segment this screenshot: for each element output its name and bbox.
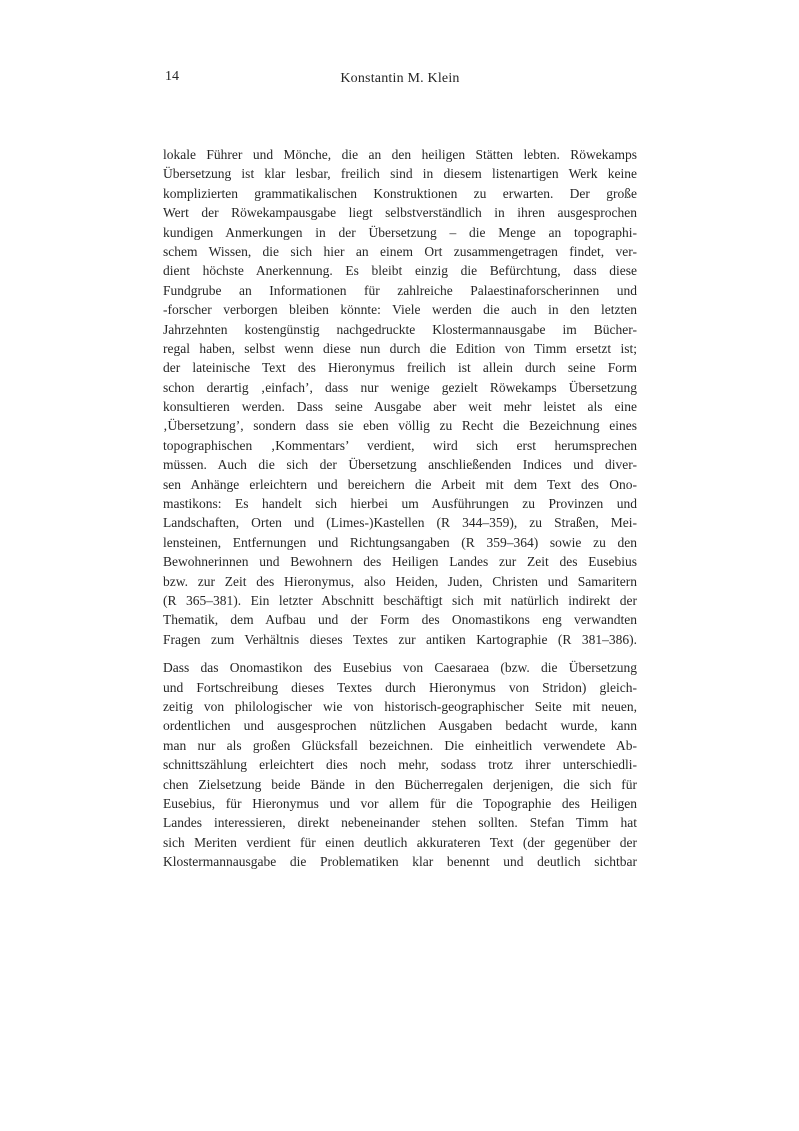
text-line: -forscher verborgen bleiben könnte: Viele werden die auch in den letzten: [163, 302, 637, 318]
text-line: lokale Führer und Mönche, die an den heiligen Stätten lebten. Röwekamps: [163, 147, 637, 162]
text-line: Jahrzehnten kostengünstig nachgedruckte Klostermannausgabe im Bücher-: [163, 321, 637, 337]
text-line: mastikons: Es handelt sich hierbei um Ausführungen zu Provinzen und: [163, 496, 637, 512]
text-line: zeitig von philologischer wie von historisch-geographischer Seite mit neuen,: [163, 698, 637, 714]
text-line: (R 365–381). Ein letzter Abschnitt beschäftigt sich mit natürlich indirekt der: [163, 592, 637, 608]
paragraph: [163, 145, 637, 649]
text-line: komplizierten grammatikalischen Konstruktionen zu erwarten. Der große: [163, 185, 637, 201]
text-line: lensteinen, Entfernungen und Richtungsangaben (R 359–364) sowie zu den: [163, 534, 637, 550]
text-line: ‚Übersetzung’, sondern dass sie eben völlig zu Recht die Bezeichnung eines: [163, 418, 637, 434]
text-line: Fundgrube an Informationen für zahlreiche Palaestinaforscherinnen und: [163, 282, 637, 298]
running-header: [163, 69, 637, 87]
text-line: Landes interessieren, direkt nebeneinander stehen sollten. Stefan Timm hat: [163, 815, 637, 831]
text-line: bzw. zur Zeit des Hieronymus, also Heiden, Juden, Christen und Samaritern: [163, 573, 637, 589]
text-line: regal haben, selbst wenn diese nun durch die Edition von Timm ersetzt ist;: [163, 340, 637, 356]
page-number: 14: [165, 69, 179, 84]
text-line: Übersetzung ist klar lesbar, freilich sind in diesem listenartigen Werk keine: [163, 166, 637, 182]
text-line: müssen. Auch die sich der Übersetzung anschließenden Indices und diver-: [163, 457, 637, 473]
text-line: schon derartig ‚einfach’, dass nur wenige gezielt Röwekamps Übersetzung: [163, 379, 637, 395]
text-line: Fragen zum Verhältnis dieses Textes zur antiken Kartographie (R 381–386).: [163, 631, 637, 647]
text-line: und Fortschreibung dieses Textes durch Hieronymus von Stridon) gleich-: [163, 679, 637, 695]
text-line: dient höchste Anerkennung. Es bleibt einzig die Befürchtung, dass diese: [163, 263, 637, 279]
text-line: kundigen Anmerkungen in der Übersetzung – die Menge an topographi-: [163, 224, 637, 240]
text-line: Thematik, dem Aufbau und der Form des Onomastikons eng verwandten: [163, 612, 637, 628]
text-line: man nur als großen Glücksfall bezeichnen. Die einheitlich verwendete Ab-: [163, 737, 637, 753]
text-line: der lateinische Text des Hieronymus freilich ist allein durch seine Form: [163, 360, 637, 376]
text-line: Dass das Onomastikon des Eusebius von Caesaraea (bzw. die Übersetzung: [163, 660, 637, 676]
text-line: Wert der Röwekampausgabe liegt selbstverständlich in ihren ausgesprochen: [163, 205, 637, 221]
text-line: Klostermannausgabe die Problematiken klar benennt und deutlich sichtbar: [163, 854, 637, 870]
running-head-author: Konstantin M. Klein: [340, 71, 460, 86]
text-line: schem Wissen, die sich hier an einem Ort zusammengetragen findet, ver-: [163, 243, 637, 259]
text-line: Bewohnerinnen und Bewohnern des Heiligen Landes zur Zeit des Eusebius: [163, 554, 637, 570]
text-line: ordentlichen und ausgesprochen nützlichen Ausgaben bedacht wurde, kann: [163, 718, 637, 734]
text-line: konsultieren werden. Dass seine Ausgabe aber weit mehr leistet als eine: [163, 399, 637, 415]
text-line: schnittszählung erleichtert dies noch mehr, sodass trotz ihrer unterschiedli-: [163, 757, 637, 773]
paragraph: [163, 658, 637, 871]
text-line: chen Zielsetzung beide Bände in den Bücherregalen derjenigen, die sich für: [163, 776, 637, 792]
text-line: sich Meriten verdient für einen deutlich akkurateren Text (der gegenüber der: [163, 834, 637, 850]
text-line: Eusebius, für Hieronymus und vor allem für die Topographie des Heiligen: [163, 795, 637, 811]
text-line: sen Anhänge erleichtern und bereichern die Arbeit mit dem Text des Ono-: [163, 476, 637, 492]
text-line: topographischen ‚Kommentars’ verdient, wird sich erst herumsprechen: [163, 437, 637, 453]
text-line: Landschaften, Orten und (Limes-)Kastellen (R 344–359), zu Straßen, Mei-: [163, 515, 637, 531]
body-text: [163, 145, 637, 880]
